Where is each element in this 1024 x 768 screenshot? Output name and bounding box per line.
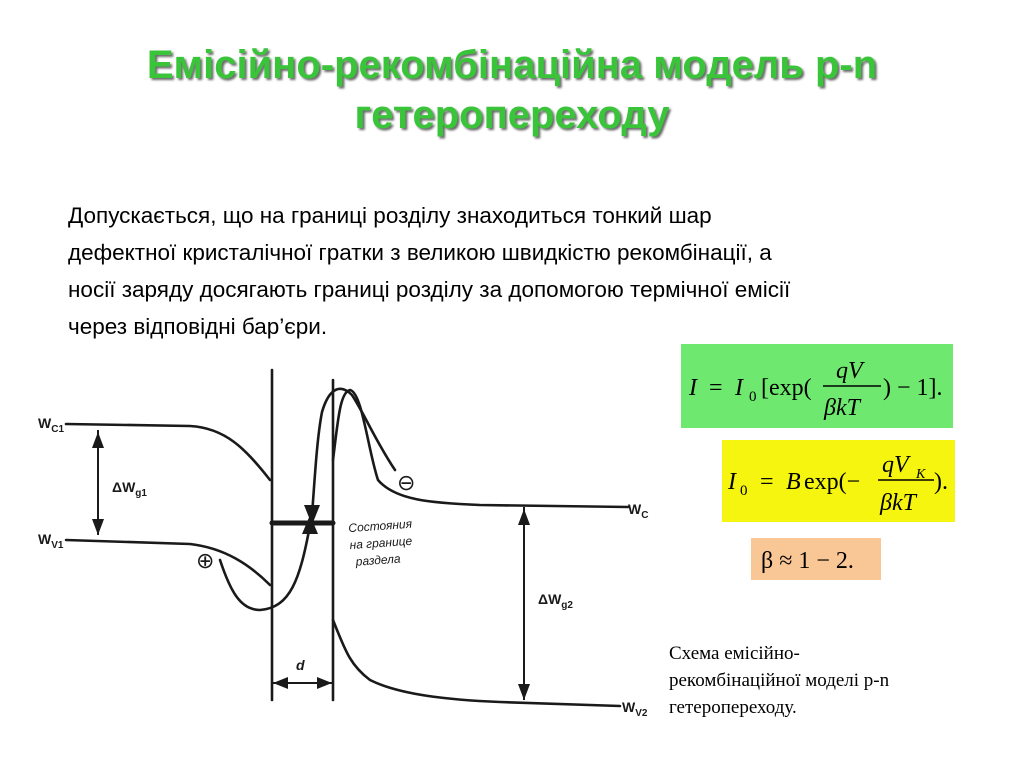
formula-beta — [751, 538, 881, 580]
band-diagram — [0, 360, 660, 730]
formula-current — [681, 344, 953, 428]
electron-symbol: ⊖ — [397, 470, 416, 495]
svg-text:=: = — [709, 375, 723, 401]
figure-caption — [669, 640, 989, 721]
d-arrow-left — [273, 677, 288, 689]
d-arrow-right — [317, 677, 332, 689]
svg-text:βkT: βkT — [880, 490, 916, 516]
electron-path — [312, 389, 395, 515]
dwg2-arrow-down — [518, 684, 530, 700]
intro-line-2: дефектної кристалічної гратки з великою швидкістю рекомбінації, а — [68, 240, 772, 265]
intro-line-1: Допускається, що на границі розділу знаходиться тонкий шар — [68, 203, 712, 228]
wv2-band — [333, 620, 620, 706]
svg-text:B: B — [786, 469, 801, 495]
svg-text:K: K — [916, 467, 926, 482]
dwg1-arrow-down — [92, 519, 104, 535]
caption-line-1: Схема емісійно- — [669, 643, 800, 664]
svg-text:qV: qV — [882, 452, 909, 478]
svg-text:0: 0 — [740, 483, 748, 499]
wv1-band — [66, 540, 270, 585]
svg-text:) − 1].: ) − 1]. — [883, 375, 943, 401]
svg-text:β ≈ 1 − 2.: β ≈ 1 − 2. — [761, 548, 854, 574]
label-wv2: $W_{V2}$ — [622, 699, 648, 719]
label-wc1: $W_{C1}$ — [38, 415, 65, 435]
intro-paragraph — [68, 197, 998, 345]
states-label-line-3: раздела — [355, 551, 402, 569]
caption-line-2: рекомбінаційної моделі p-n — [669, 670, 890, 691]
intro-line-3: носії заряду досягають границі розділу за допомогою термічної емісії — [68, 277, 791, 302]
svg-text:I: I — [689, 375, 697, 401]
label-d: d — [296, 657, 305, 673]
formula-saturation-current — [722, 440, 955, 522]
hole-symbol: ⊕ — [196, 548, 215, 573]
label-wc: $W_C$ — [628, 501, 649, 521]
svg-text:I: I — [735, 375, 743, 401]
svg-text:qV: qV — [836, 358, 863, 384]
hole-path — [220, 525, 310, 610]
svg-text:exp(−: exp(− — [804, 469, 861, 495]
wc1-band — [66, 424, 270, 480]
svg-text:[exp(: [exp( — [761, 375, 812, 401]
dwg2-arrow-up — [518, 509, 530, 525]
page-title-line-1: Емісійно-рекомбінаційна модель p-n — [146, 43, 878, 87]
page-title-line-2: гетеропереходу — [354, 93, 670, 137]
svg-text:0: 0 — [749, 389, 757, 405]
caption-line-3: гетеропереходу. — [669, 697, 797, 718]
svg-text:=: = — [760, 469, 774, 495]
svg-text:I: I — [728, 469, 736, 495]
label-dwg2: $\Delta W_{g2}$ — [538, 591, 573, 611]
label-dwg1: $\Delta W_{g1}$ — [112, 479, 147, 499]
label-wv1: $W_{V1}$ — [38, 531, 64, 551]
wc2-band — [333, 390, 628, 507]
page-title — [0, 40, 1024, 140]
svg-text:).: ). — [934, 469, 948, 495]
intro-line-4: через відповідні бар’єри. — [68, 314, 328, 339]
states-label-line-2: на границе — [349, 533, 413, 553]
states-label-line-1: Состояния — [347, 516, 413, 536]
svg-text:βkT: βkT — [824, 395, 860, 421]
dwg1-arrow-up — [92, 432, 104, 448]
